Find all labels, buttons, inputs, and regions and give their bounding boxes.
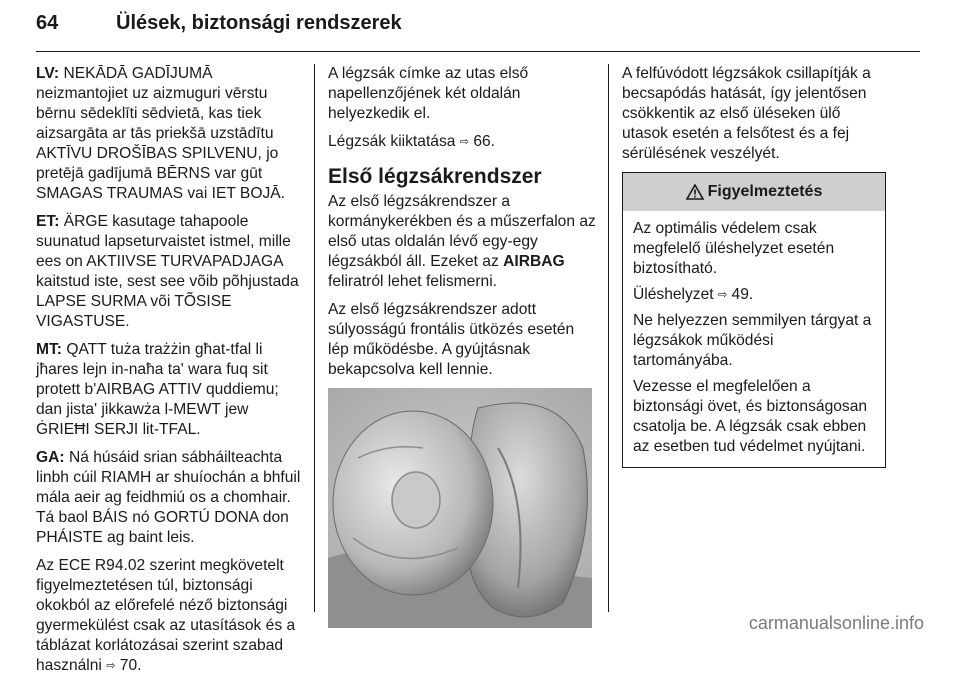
lang-label-et: ET: (36, 213, 60, 230)
page-ref-arrow-icon: ⇨ (717, 289, 728, 301)
airbag-label: AIRBAG (503, 253, 565, 270)
page-title: Ülések, biztonsági rendszerek (116, 12, 402, 34)
deployed-airbags-illustration (328, 388, 592, 628)
paragraph-mt (36, 340, 304, 440)
warning-box (622, 172, 886, 468)
warning-body (623, 211, 885, 467)
paragraph-system (328, 192, 596, 292)
page-header (36, 6, 920, 52)
paragraph-protection: A felfúvódott légzsákok csillapítják a becsapódás hatását, így jelentősen csökkentik az első üléseken ülő utasok esetén a felsőtest és a fej sérülésének veszélyét. (622, 65, 871, 162)
warning-title: Figyelmeztetés (707, 183, 823, 200)
header-divider (36, 51, 920, 52)
text-ga: Ná húsáid srian sábháilteachta linbh cúil RIAMH ar shuíochán a bhfuil mála aeir ag feidhmiú os a chomhair. Tá baol BÁIS nó GORTÚ DONA don PHÁISTE ag baint leis. (36, 449, 301, 546)
warning-header (623, 173, 885, 211)
page-number: 64 (36, 12, 59, 34)
paragraph-et (36, 212, 304, 332)
column-right (622, 64, 884, 468)
text-lv: NEKĀDĀ GADĪJUMĀ neizmantojiet uz aizmuguri vērstu bērnu sēdeklīti sēdvietā, kas tiek aizsargāta ar tās priekšā uzstādītu AKTĪVU DROŠĪBAS SPILVENU, jo pretējā gadījumā BĒRNS var gūt SMAGAS TRAUMAS vai IET BOJĀ. (36, 65, 285, 202)
column-middle (328, 64, 596, 628)
warning-text: Ne helyezzen semmilyen tárgyat a légzsákok működési tartományába. (633, 312, 872, 369)
page-ref-link[interactable]: 70. (119, 657, 142, 674)
paragraph-label-location: A légzsák címke az utas első napellenzőjének két oldalán helyezkedik el. (328, 65, 529, 122)
watermark-text: carmanualsonline.info (748, 613, 924, 633)
page-ref-arrow-icon: ⇨ (459, 136, 469, 148)
paragraph-ece (36, 556, 304, 676)
page-ref-arrow-icon: ⇨ (106, 660, 116, 672)
text-seat-position: Üléshelyzet (633, 286, 714, 303)
text-mt: QATT tuża trażżin għat-tfal li jħares lejn in-naħa ta' wara fuq sit protett b'AIRBAG ATTIV quddiemu; dan jista' jikkawża l-MEWT jew ĠRIEĦI SERJI lit-TFAL. (36, 341, 279, 438)
text-et: ÄRGE kasutage tahapoole suunatud lapseturvaistet istmel, mille ees on AKTIIVSE TURVAPADJAGA kaitstud iste, sest see võib põhjustada LAPSE SURMA või TÕSISE VIGASTUSE. (36, 213, 299, 330)
column-divider (608, 64, 609, 612)
text-system-after: feliratról lehet felismerni. (328, 273, 497, 290)
paragraph-deactivation (328, 132, 596, 152)
page-ref-link[interactable]: 66. (473, 133, 496, 150)
warning-text (633, 285, 877, 305)
paragraph-activation: Az első légzsákrendszer adott súlyosságú frontális ütközés esetén lép működésbe. A gyújtásnak bekapcsolva kell lennie. (328, 301, 575, 378)
text-deactivation: Légzsák kiiktatása (328, 133, 456, 150)
lang-label-mt: MT: (36, 341, 62, 358)
warning-text: Az optimális védelem csak megfelelő üléshelyzet esetén biztosítható. (633, 220, 835, 277)
paragraph-lv (36, 64, 304, 204)
warning-triangle-icon (686, 184, 704, 200)
page-ref-link[interactable]: 49. (731, 286, 754, 303)
text-system: Az első légzsákrendszer a kormánykerékben és a műszerfalon az első utas oldalán lévő egy-egy légzsákból áll. Ezeket az (328, 193, 596, 270)
column-left (36, 64, 304, 684)
column-divider (314, 64, 315, 612)
paragraph-ga (36, 448, 304, 548)
lang-label-ga: GA: (36, 449, 65, 466)
warning-text: Vezesse el megfelelően a biztonsági övet, és biztonságosan csatolja be. A légzsák csak ebben az esetben tud védelmet nyújtani. (633, 378, 868, 455)
airbag-photo (328, 388, 592, 628)
text-ece: Az ECE R94.02 szerint megkövetelt figyelmeztetésen túl, biztonsági okokból az előrefelé néző biztonsági gyermekülést csak az utasítások és a táblázat korlátozásai szerint szabad használni (36, 557, 296, 674)
section-heading: Első légzsákrendszer (328, 165, 542, 188)
lang-label-lv: LV: (36, 65, 60, 82)
